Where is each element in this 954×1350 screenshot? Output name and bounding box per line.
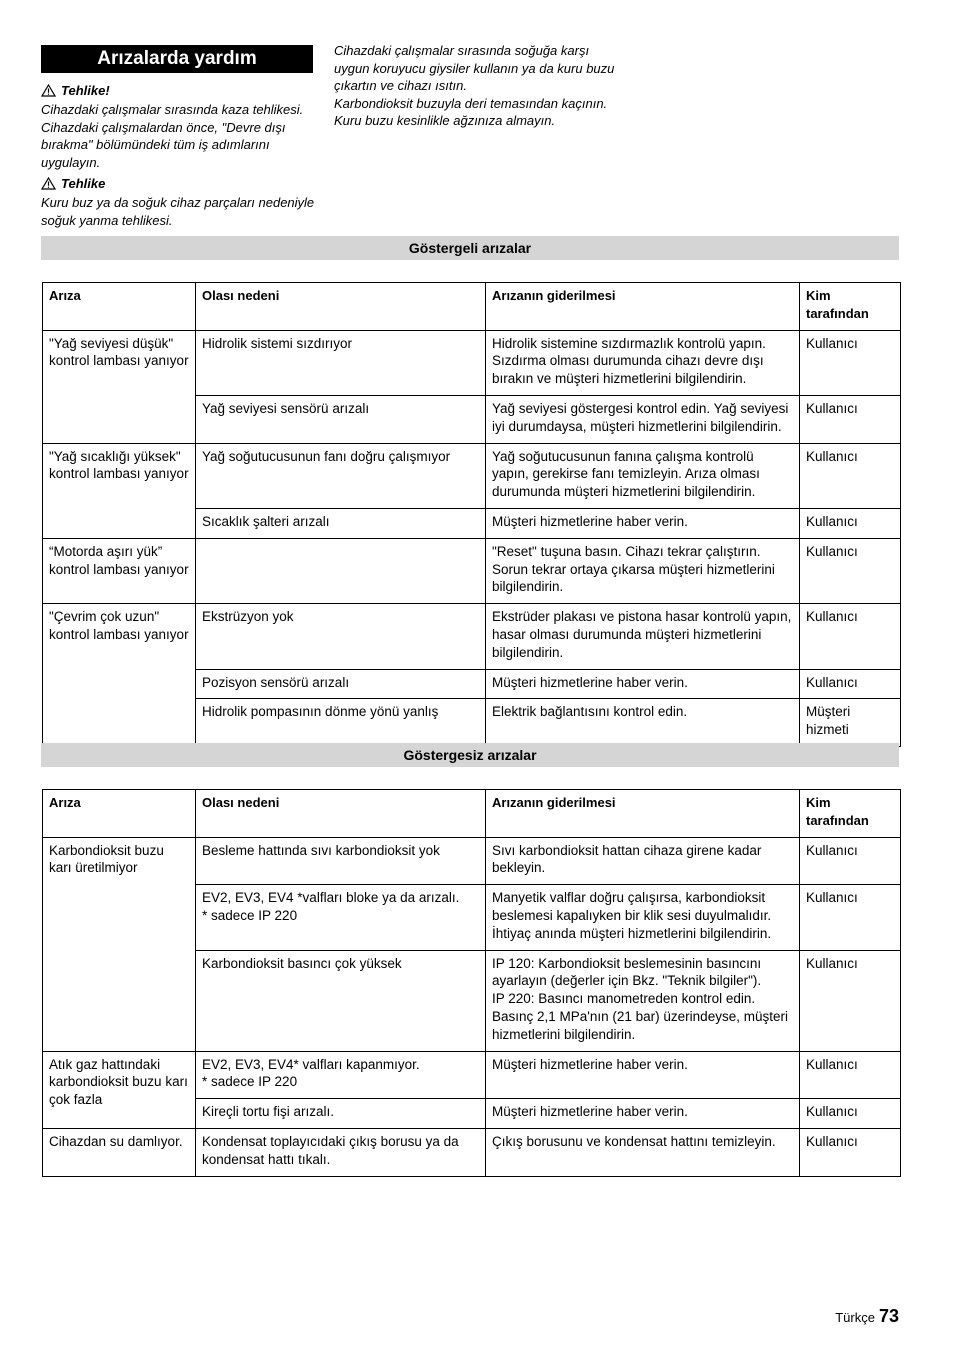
by-cell: Kullanıcı (800, 1099, 901, 1129)
by-cell: Kullanıcı (800, 443, 901, 508)
remedy-cell: Hidrolik sistemine sızdırmazlık kontrolü yapın. Sızdırma olması durumunda cihazı devre dışı bırakın ve müşteri hizmetlerini bilgilendirin. (486, 330, 800, 395)
remedy-cell: Yağ soğutucusunun fanına çalışma kontrolü yapın, gerekirse fanı temizleyin. Arıza olması durumunda müşteri hizmetlerini bilgilendirin. (486, 443, 800, 508)
remedy-cell: Müşteri hizmetlerine haber verin. (486, 1099, 800, 1129)
column-header-cause: Olası nedeni (196, 283, 486, 331)
safety-notes-column (334, 42, 619, 130)
cause-cell: Karbondioksit basıncı çok yüksek (196, 950, 486, 1051)
column-header-fault: Arıza (43, 790, 196, 838)
remedy-cell: Ekstrüder plakası ve pistona hasar kontrolü yapın, hasar olması durumunda müşteri hizmetlerini bilgilendirin. (486, 604, 800, 669)
by-cell: Kullanıcı (800, 837, 901, 885)
warning-label: Tehlike (61, 176, 106, 191)
table-row (43, 1051, 901, 1099)
by-cell: Kullanıcı (800, 538, 901, 603)
indicated-faults-heading: Göstergeli arızalar (41, 236, 899, 260)
cause-cell: EV2, EV3, EV4 *valfları bloke ya da arızalı. * sadece IP 220 (196, 885, 486, 950)
nonindicated-faults-heading: Göstergesiz arızalar (41, 743, 899, 767)
remedy-cell: IP 120: Karbondioksit beslemesinin basıncını ayarlayın (değerler için Bkz. "Teknik bilgiler"). IP 220: Basıncı manometreden kontrol edin. Basınç 2,1 MPa'nın (21 bar) üzerindeyse, müşteri hizmetlerini bilgilendirin. (486, 950, 800, 1051)
column-header-by: Kim tarafından (800, 283, 901, 331)
by-cell: Kullanıcı (800, 885, 901, 950)
remedy-cell: Yağ seviyesi göstergesi kontrol edin. Yağ seviyesi iyi durumdaysa, müşteri hizmetlerini bilgilendirin. (486, 395, 800, 443)
column-header-by: Kim tarafından (800, 790, 901, 838)
indicated-faults-table (42, 282, 901, 747)
by-cell: Müşteri hizmeti (800, 699, 901, 747)
warning-triangle-icon (41, 84, 56, 97)
table-row (43, 330, 901, 395)
by-cell: Kullanıcı (800, 1051, 901, 1099)
footer-language: Türkçe (835, 1310, 875, 1325)
warning-heading (41, 82, 316, 99)
safety-note: Karbondioksit buzuyla deri temasından kaçının. (334, 95, 608, 111)
column-header-fault: Arıza (43, 283, 196, 331)
by-cell: Kullanıcı (800, 508, 901, 538)
remedy-cell: Müşteri hizmetlerine haber verin. (486, 669, 800, 699)
fault-cell: Cihazdan su damlıyor. (43, 1128, 196, 1176)
nonindicated-faults-table (42, 789, 901, 1177)
column-header-cause: Olası nedeni (196, 790, 486, 838)
fault-cell: Karbondioksit buzu karı üretilmiyor (43, 837, 196, 1051)
safety-note: Cihazdaki çalışmalar sırasında soğuğa karşı uygun koruyucu giysiler kullanın ya da kuru buzu çıkartın ve cihazı ısıtın. (334, 43, 615, 93)
cause-cell: Sıcaklık şalteri arızalı (196, 508, 486, 538)
remedy-cell: Elektrik bağlantısını kontrol edin. (486, 699, 800, 747)
cause-cell: Hidrolik pompasının dönme yönü yanlış (196, 699, 486, 747)
remedy-cell: Sıvı karbondioksit hattan cihaza girene kadar bekleyin. (486, 837, 800, 885)
table-row (43, 538, 901, 603)
by-cell: Kullanıcı (800, 395, 901, 443)
warning-text: Cihazdaki çalışmalar sırasında kaza tehlikesi. Cihazdaki çalışmalardan önce, "Devre dışı bırakma" bölümündeki tüm iş adımlarını uygulayın. (41, 102, 304, 170)
remedy-cell: "Reset" tuşuna basın. Cihazı tekrar çalıştırın. Sorun tekrar ortaya çıkarsa müşteri hizmetlerini bilgilendirin. (486, 538, 800, 603)
table-row (43, 443, 901, 508)
section-title: Arızalarda yardım (41, 45, 313, 73)
cause-cell (196, 538, 486, 603)
by-cell: Kullanıcı (800, 330, 901, 395)
page-number: 73 (878, 1306, 899, 1326)
warning-text: Kuru buz ya da soğuk cihaz parçaları nedeniyle soğuk yanma tehlikesi. (41, 195, 315, 228)
table-row (43, 837, 901, 885)
warning-heading (41, 175, 316, 192)
table-row (43, 1128, 901, 1176)
warning-label: Tehlike! (61, 83, 110, 98)
cause-cell: Kireçli tortu fişi arızalı. (196, 1099, 486, 1129)
by-cell: Kullanıcı (800, 604, 901, 669)
cause-cell: EV2, EV3, EV4* valfları kapanmıyor. * sadece IP 220 (196, 1051, 486, 1099)
table-row (43, 604, 901, 669)
fault-cell: "Yağ sıcaklığı yüksek" kontrol lambası yanıyor (43, 443, 196, 538)
warning-triangle-icon (41, 177, 56, 190)
cause-cell: Kondensat toplayıcıdaki çıkış borusu ya da kondensat hattı tıkalı. (196, 1128, 486, 1176)
cause-cell: Hidrolik sistemi sızdırıyor (196, 330, 486, 395)
table-header-row (43, 283, 901, 331)
cause-cell: Yağ seviyesi sensörü arızalı (196, 395, 486, 443)
fault-cell: "Yağ seviyesi düşük" kontrol lambası yanıyor (43, 330, 196, 443)
cause-cell: Ekstrüzyon yok (196, 604, 486, 669)
page-footer (835, 1306, 899, 1327)
fault-cell: "Çevrim çok uzun" kontrol lambası yanıyor (43, 604, 196, 747)
fault-cell: “Motorda aşırı yük” kontrol lambası yanıyor (43, 538, 196, 603)
fault-cell: Atık gaz hattındaki karbondioksit buzu karı çok fazla (43, 1051, 196, 1128)
cause-cell: Besleme hattında sıvı karbondioksit yok (196, 837, 486, 885)
remedy-cell: Çıkış borusunu ve kondensat hattını temizleyin. (486, 1128, 800, 1176)
column-header-remedy: Arızanın giderilmesi (486, 283, 800, 331)
by-cell: Kullanıcı (800, 950, 901, 1051)
remedy-cell: Müşteri hizmetlerine haber verin. (486, 1051, 800, 1099)
by-cell: Kullanıcı (800, 1128, 901, 1176)
remedy-cell: Müşteri hizmetlerine haber verin. (486, 508, 800, 538)
warnings-column (41, 80, 316, 233)
column-header-remedy: Arızanın giderilmesi (486, 790, 800, 838)
cause-cell: Pozisyon sensörü arızalı (196, 669, 486, 699)
safety-note: Kuru buzu kesinlikle ağzınıza almayın. (334, 113, 556, 128)
cause-cell: Yağ soğutucusunun fanı doğru çalışmıyor (196, 443, 486, 508)
table-header-row (43, 790, 901, 838)
remedy-cell: Manyetik valflar doğru çalışırsa, karbondioksit beslemesi kapalıyken bir klik sesi duyulmalıdır. İhtiyaç anında müşteri hizmetlerini bilgilendirin. (486, 885, 800, 950)
by-cell: Kullanıcı (800, 669, 901, 699)
